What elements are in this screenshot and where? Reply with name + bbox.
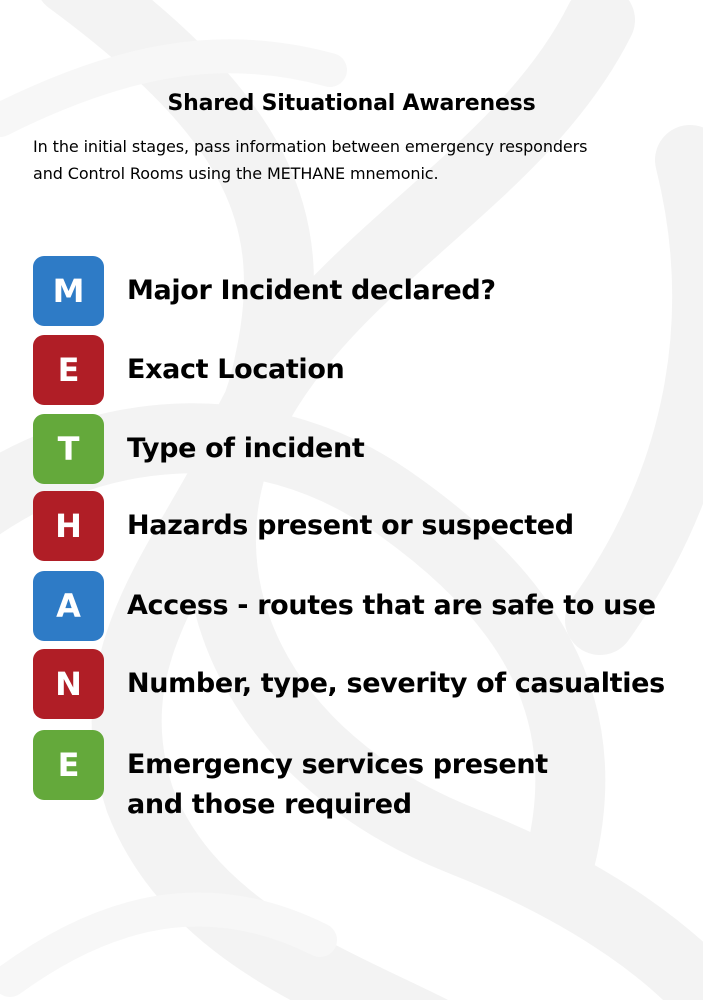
- letter-badge-e: E: [33, 335, 104, 405]
- methane-item-t: [33, 414, 693, 486]
- methane-item-a: [33, 571, 693, 643]
- item-label-emergency-services: Emergency services present and those required: [127, 749, 548, 820]
- methane-item-h: [33, 491, 693, 563]
- intro-line-1: In the initial stages, pass information between emergency responders: [33, 137, 588, 156]
- letter-badge-t: T: [33, 414, 104, 484]
- methane-item-e: [33, 335, 693, 407]
- letter-badge-m: M: [33, 256, 104, 326]
- item-label-access: Access - routes that are safe to use: [127, 590, 656, 621]
- item-label-major-incident: Major Incident declared?: [127, 275, 496, 306]
- item-label-hazards: Hazards present or suspected: [127, 510, 574, 541]
- item-label-type-of-incident: Type of incident: [127, 433, 365, 464]
- intro-text: [33, 133, 673, 187]
- methane-item-e-2: [33, 730, 693, 820]
- item-label-exact-location: Exact Location: [127, 354, 345, 385]
- intro-line-2: and Control Rooms using the METHANE mnemonic.: [33, 164, 439, 183]
- methane-item-n: [33, 649, 693, 721]
- page-title: Shared Situational Awareness: [167, 91, 536, 116]
- letter-badge-h: H: [33, 491, 104, 561]
- letter-badge-a: A: [33, 571, 104, 641]
- letter-badge-e-2: E: [33, 730, 104, 800]
- letter-badge-n: N: [33, 649, 104, 719]
- methane-item-m: [33, 256, 693, 328]
- item-label-number-type-severity: Number, type, severity of casualties: [127, 668, 665, 699]
